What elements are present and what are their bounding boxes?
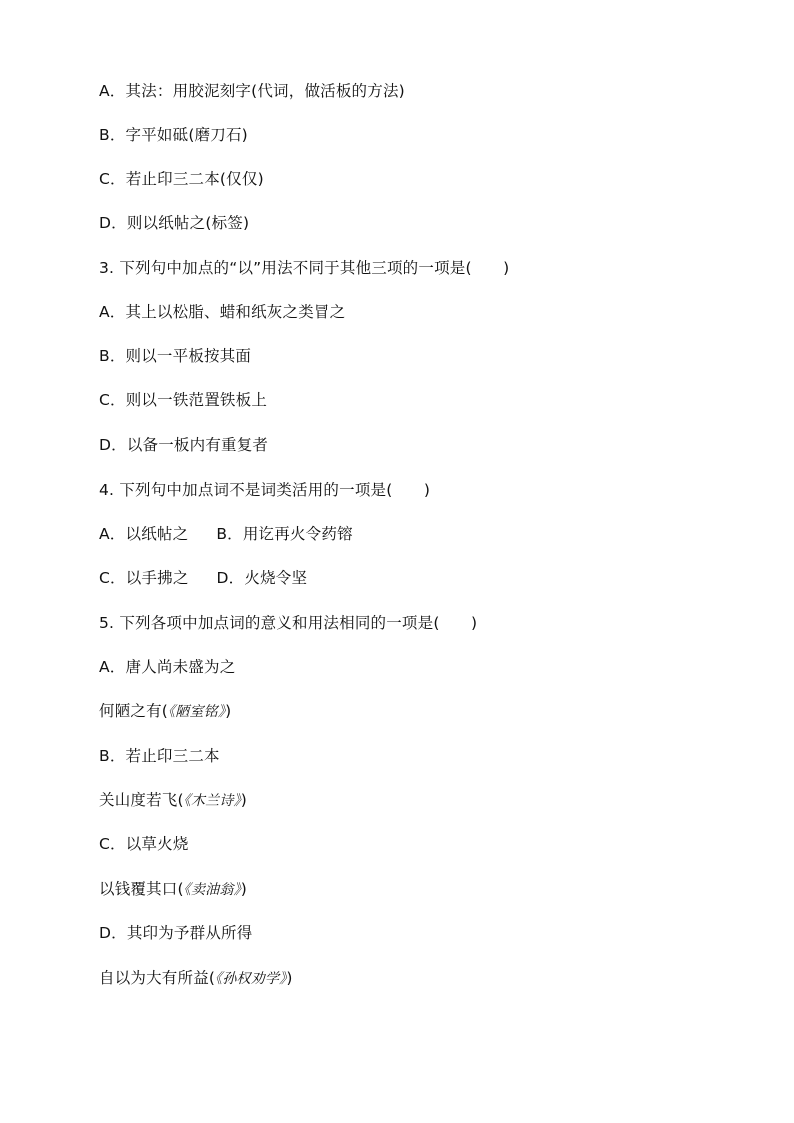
reference-close: ) [225, 702, 232, 720]
reference-text: 何陋之有( [99, 702, 169, 720]
q3-option-c: C．则以一铁范置铁板上 [99, 391, 268, 409]
source-title: 《陋室铭》 [168, 704, 226, 720]
q3-option-b: B．则以一平板按其面 [99, 347, 252, 365]
q5-option-c: C．以草火烧 [99, 835, 189, 853]
q3-option-a: A．其上以松脂、蜡和纸灰之类冒之 [99, 303, 346, 321]
q5-option-a: A．唐人尚未盛为之 [99, 658, 236, 676]
q2-option-b: B．字平如砥(磨刀石) [99, 126, 248, 144]
reference-close: ) [286, 969, 293, 987]
q4-option-d: D．火烧令坚 [216, 569, 308, 587]
reference-text: 以钱覆其口( [99, 880, 184, 898]
q3-option-d: D．以备一板内有重复者 [99, 436, 269, 454]
q4-options-row-1 [99, 524, 353, 544]
q5-option-d-reference [99, 968, 293, 989]
reference-text: 关山度若飞( [99, 791, 184, 809]
q4-option-a: A．以纸帖之 [99, 525, 189, 543]
q5-option-b-reference [99, 790, 247, 811]
source-title: 《木兰诗》 [183, 793, 241, 809]
q4-option-c: C．以手拂之 [99, 569, 189, 587]
q5-option-d: D．其印为予群从所得 [99, 924, 253, 942]
q2-option-c: C．若止印三二本(仅仅) [99, 170, 264, 188]
q5-option-b: B．若止印三二本 [99, 747, 220, 765]
q4-stem: 4. 下列句中加点词不是词类活用的一项是( ) [99, 481, 431, 499]
q4-option-b: B．用讫再火令药镕 [216, 525, 353, 543]
source-title: 《卖油翁》 [183, 882, 241, 898]
reference-close: ) [240, 791, 247, 809]
q5-option-c-reference [99, 879, 247, 900]
q5-option-a-reference [99, 701, 231, 722]
q3-stem: 3. 下列句中加点的“以”用法不同于其他三项的一项是( ) [99, 259, 510, 277]
q2-option-a: A．其法：用胶泥刻字(代词，做活板的方法) [99, 82, 405, 100]
reference-text: 自以为大有所益( [99, 969, 216, 987]
source-title: 《孙权劝学》 [215, 971, 287, 987]
q2-option-d: D．则以纸帖之(标签) [99, 214, 250, 232]
q4-options-row-2 [99, 568, 307, 588]
q5-stem: 5. 下列各项中加点词的意义和用法相同的一项是( ) [99, 614, 478, 632]
reference-close: ) [240, 880, 247, 898]
